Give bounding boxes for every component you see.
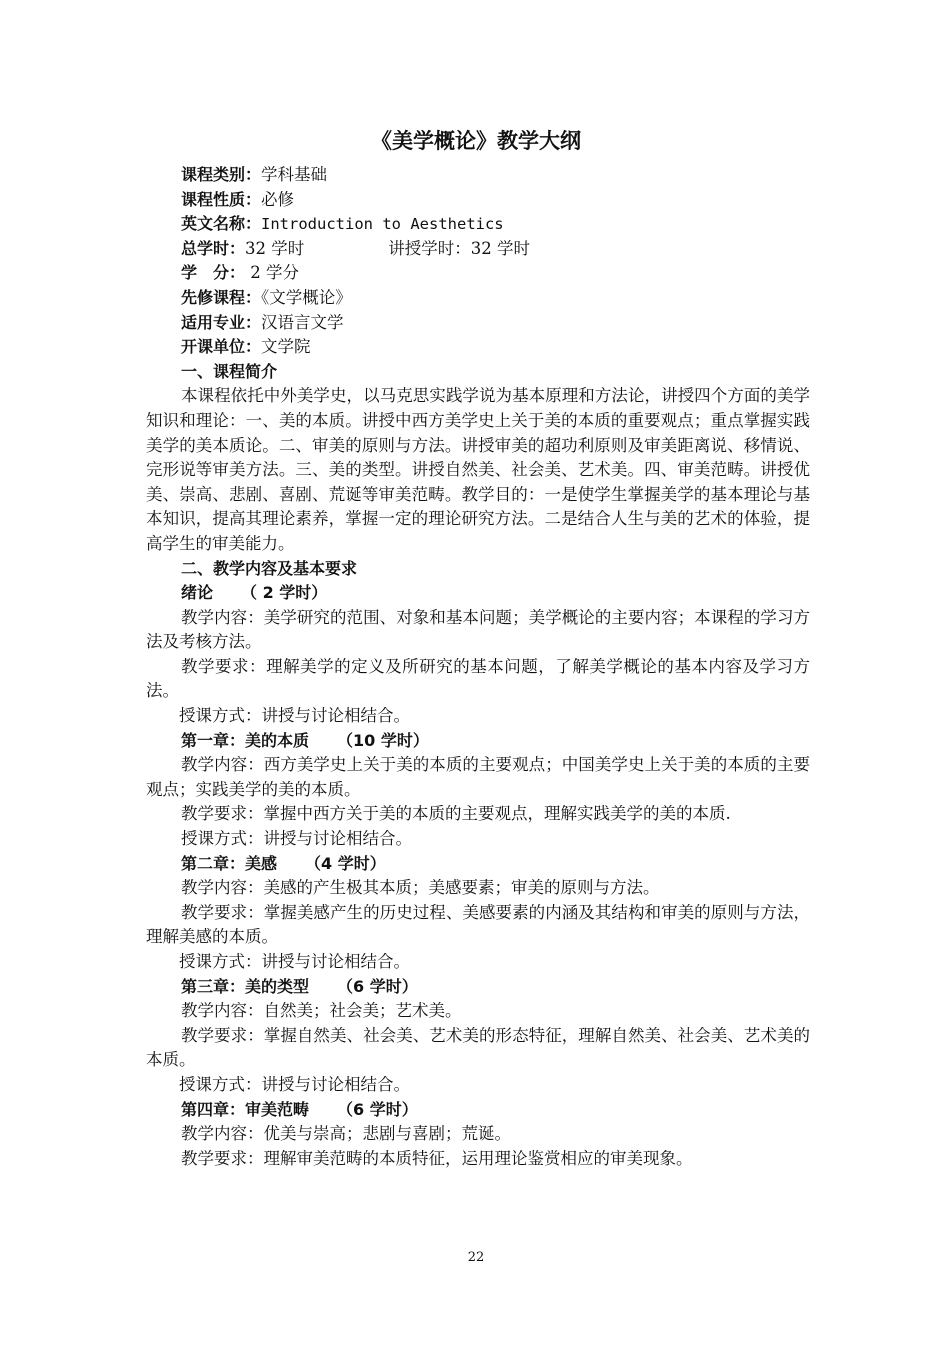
teaching-content: 教学内容：自然美；社会美；艺术美。 <box>181 1001 462 1021</box>
chapter-heading-2 <box>146 852 810 877</box>
info-label: 先修课程： <box>181 287 262 307</box>
teaching-content: 教学内容：美感的产生极其本质；美感要素；审美的原则与方法。 <box>181 878 660 898</box>
section-heading-content: 二、教学内容及基本要求 <box>181 558 358 578</box>
credit-value: 2 学分 <box>245 263 300 283</box>
chapter-heading-intro <box>146 581 810 606</box>
info-value: 《文学概论》 <box>261 287 352 307</box>
syllabus-body <box>146 163 810 1171</box>
info-prerequisite <box>146 286 810 311</box>
teaching-requirement: 教学要求：掌握中西方关于美的本质的主要观点，理解实践美学的美的本质. <box>181 804 731 824</box>
teaching-requirement: 教学要求：理解审美范畴的本质特征，运用理论鉴赏相应的审美现象。 <box>181 1148 693 1168</box>
chapter-heading-1 <box>146 729 810 754</box>
lecture-hours-value: 32 学时 <box>470 238 531 258</box>
info-label: 英文名称： <box>181 214 262 234</box>
teaching-method: 授课方式：讲授与讨论相结合。 <box>181 829 412 849</box>
chapter-title: 第二章：美感 <box>181 853 278 873</box>
chapter-title: 第三章：美的类型 <box>181 976 310 996</box>
info-value: 必修 <box>261 189 295 209</box>
section-heading-intro: 一、课程简介 <box>181 361 278 381</box>
teaching-method: 授课方式：讲授与讨论相结合。 <box>179 1074 410 1094</box>
info-course-category <box>146 163 810 188</box>
total-hours-value: 32 学时 <box>245 238 305 258</box>
info-hours <box>146 237 810 262</box>
info-value: Introduction to Aesthetics <box>261 215 504 234</box>
info-label: 课程类别： <box>181 165 262 184</box>
info-major <box>146 311 810 336</box>
info-value: 学科基础 <box>261 165 328 184</box>
chapter-title: 绪论 <box>181 583 214 603</box>
teaching-content: 教学内容：美学研究的范围、对象和基本问题；美学概论的主要内容；本课程的学习方法及考核方法。 <box>146 607 810 652</box>
total-hours-label: 总学时： <box>181 238 246 258</box>
info-department <box>146 335 810 360</box>
chapter-hours: （10 学时） <box>337 730 429 750</box>
chapter-hours: （ 2 学时） <box>241 583 328 603</box>
chapter-hours: （4 学时） <box>305 853 386 873</box>
course-intro-paragraph: 本课程依托中外美学史，以马克思实践学说为基本原理和方法论，讲授四个方面的美学知识和理论：一、美的本质。讲授中西方美学史上关于美的本质的重要观点；重点掌握实践美学的美本质论。二、审美的原则与方法。讲授审美的超功利原则及审美距离说、移情说、完形说等审美方法。三、美的类型。讲授自然美、社会美、艺术美。四、审美范畴。讲授优美、崇高、悲剧、喜剧、荒诞等审美范畴。教学目的：一是使学生掌握美学的基本理论与基本知识，提高其理论素养，掌握一定的理论研究方法。二是结合人生与美的艺术的体验，提高学生的审美能力。 <box>146 386 810 553</box>
info-label: 课程性质： <box>181 189 262 209</box>
teaching-method: 授课方式：讲授与讨论相结合。 <box>179 952 410 971</box>
chapter-heading-4 <box>146 1098 810 1123</box>
teaching-method: 授课方式：讲授与讨论相结合。 <box>179 706 410 726</box>
teaching-content: 教学内容：优美与崇高；悲剧与喜剧；荒诞。 <box>181 1124 511 1144</box>
info-value: 汉语言文学 <box>261 312 344 332</box>
info-credit <box>146 261 810 286</box>
chapter-title: 第一章：美的本质 <box>181 730 310 750</box>
lecture-hours-label: 讲授学时： <box>388 238 471 258</box>
info-course-nature <box>146 188 810 213</box>
page-title: 《美学概论》教学大纲 <box>371 129 581 153</box>
teaching-requirement: 教学要求：掌握美感产生的历史过程、美感要素的内涵及其结构和审美的原则与方法，理解美感的本质。 <box>146 902 810 947</box>
teaching-requirement: 教学要求：理解美学的定义及所研究的基本问题，了解美学概论的基本内容及学习方法。 <box>146 656 810 701</box>
chapter-hours: （6 学时） <box>337 976 418 996</box>
info-label: 适用专业： <box>181 312 262 332</box>
info-label: 开课单位： <box>181 337 262 357</box>
info-value: 文学院 <box>261 337 311 357</box>
teaching-content: 教学内容：西方美学史上关于美的本质的主要观点；中国美学史上关于美的本质的主要观点；实践美学的美的本质。 <box>146 755 810 799</box>
chapter-heading-3 <box>146 975 810 1000</box>
page-number: 22 <box>467 1250 485 1265</box>
chapter-hours: （6 学时） <box>337 1099 418 1119</box>
credit-label: 学 分： <box>181 263 246 283</box>
teaching-requirement: 教学要求：掌握自然美、社会美、艺术美的形态特征，理解自然美、社会美、艺术美的本质。 <box>146 1025 810 1070</box>
chapter-title: 第四章：审美范畴 <box>181 1099 310 1119</box>
info-english-name <box>146 212 810 237</box>
